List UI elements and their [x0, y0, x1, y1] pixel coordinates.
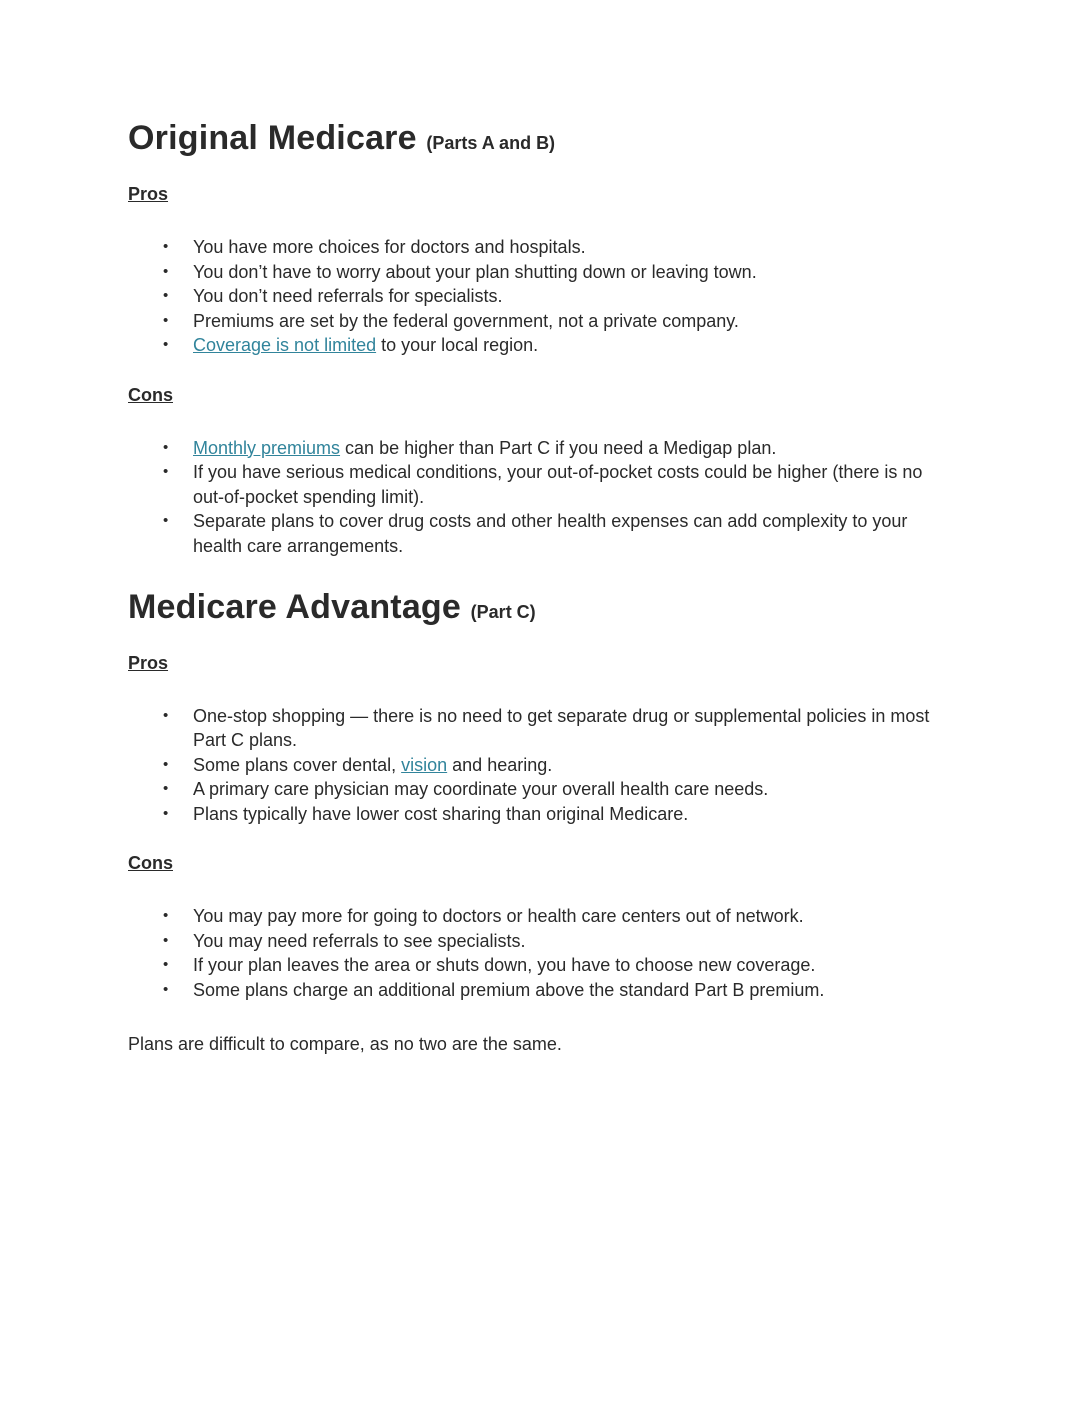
list-item: • Monthly premiums can be higher than Part C if you need a Medigap plan. [193, 436, 953, 461]
section-title-text: Medicare Advantage [128, 587, 462, 626]
list-item: • You have more choices for doctors and hospitals. [193, 235, 953, 260]
inline-link[interactable]: vision [401, 754, 448, 775]
pros-label: Pros [128, 652, 169, 673]
list-item: • You don’t need referrals for specialists. [193, 284, 953, 309]
list-item: • You don’t have to worry about your plan shutting down or leaving town. [193, 260, 953, 285]
list-item: • Premiums are set by the federal government, not a private company. [193, 309, 953, 334]
list-item: • If your plan leaves the area or shuts down, you have to choose new coverage. [193, 953, 953, 978]
list-item: • Some plans cover dental, vision and hearing. [193, 753, 953, 778]
medicare-advantage-pros-list [128, 704, 960, 827]
section-title-suffix: (Part C) [470, 601, 536, 622]
list-item: • You may pay more for going to doctors or health care centers out of network. [193, 904, 953, 929]
cons-label: Cons [128, 853, 173, 874]
inline-link[interactable]: Monthly premiums [193, 437, 341, 458]
list-item: • Separate plans to cover drug costs and other health expenses can add complexity to your health care arrangements. [193, 509, 953, 558]
section-title-suffix: (Parts A and B) [426, 133, 556, 153]
section-title-text: Original Medicare [128, 119, 417, 157]
closing-note: Plans are difficult to compare, as no two are the same. [128, 1034, 562, 1055]
pros-label: Pros [128, 184, 169, 205]
list-item: • Coverage is not limited to your local region. [193, 333, 953, 358]
section-title-medicare-advantage [128, 589, 960, 626]
list-item: • Plans typically have lower cost sharing than original Medicare. [193, 802, 953, 827]
section-title-original-medicare [128, 120, 960, 157]
original-medicare-pros-list [128, 235, 960, 358]
original-medicare-cons-list [128, 436, 960, 559]
list-item: • One-stop shopping — there is no need to get separate drug or supplemental policies in most Part C plans. [193, 704, 953, 753]
list-item: • If you have serious medical conditions, your out-of-pocket costs could be higher (there is no out-of-pocket spending limit). [193, 460, 953, 509]
inline-link[interactable]: Coverage is not limited [193, 335, 377, 356]
cons-label: Cons [128, 384, 173, 405]
list-item: • Some plans charge an additional premium above the standard Part B premium. [193, 978, 953, 1003]
medicare-advantage-cons-list [128, 904, 960, 1002]
list-item: • A primary care physician may coordinate your overall health care needs. [193, 777, 953, 802]
list-item: • You may need referrals to see specialists. [193, 929, 953, 954]
